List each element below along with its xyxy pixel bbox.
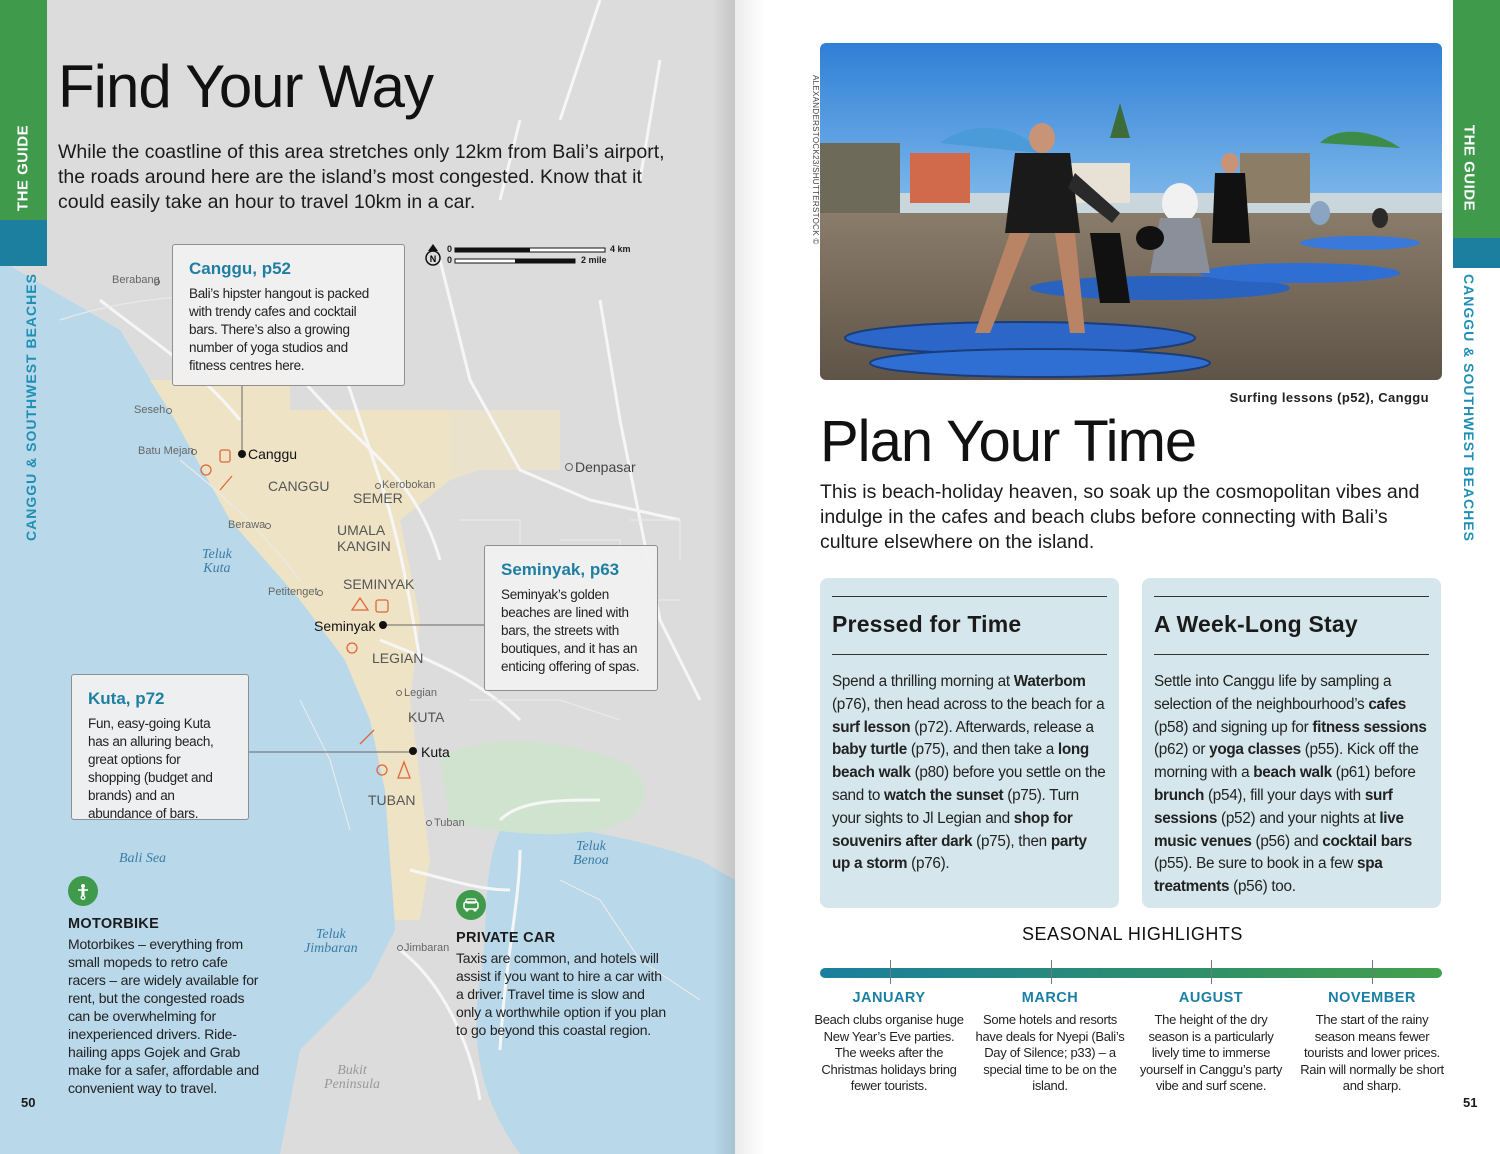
spine-shadow [735,0,765,1154]
page-number-left: 50 [21,1095,36,1110]
guide-tab-label: THE GUIDE [1460,124,1478,212]
season-month: MARCH [1021,990,1079,1006]
map-label-semer: SEMER [353,490,403,506]
season-text: Some hotels and resorts have deals for Nyepi (Bali’s Day of Silence; p33) – a special time to be on the island. [975,1012,1125,1093]
scale-mile-label: 2 mile [581,255,607,265]
timeline-tick [1051,960,1052,984]
season-text: The height of the dry season is a particularly lively time to immerse yourself in Canggu’s party vibe and surf scene. [1139,1012,1283,1093]
guide-tab-label: THE GUIDE [14,124,32,212]
map-label-canggu-area: CANGGU [268,478,330,494]
season-text: The start of the rainy season means fewer tourists and lower prices. Rain will normally be short and sharp. [1300,1012,1444,1093]
photo-credit: ALEXANDERSTOCK23/SHUTTERSTOCK © [811,75,820,245]
svg-text:N: N [429,254,437,264]
callout-title: Kuta, p72 [88,689,165,708]
map-label-jimbaran: Jimbaran [404,942,450,954]
intro-text: This is beach-holiday heaven, so soak up the cosmopolitan vibes and indulge in the cafes and beach clubs before connecting with Bali’s culture elsewhere on the island. [820,481,1420,553]
map-label-kuta-area: KUTA [408,709,445,725]
map-label-seminyak-town: Seminyak [314,618,376,634]
map-label-umala-kangin: UMALA KANGIN [337,522,391,554]
callout-canggu [172,244,405,386]
scale-zero-mile: 0 [447,255,453,265]
season-november [1297,990,1447,1095]
seasonal-timeline-bar [820,968,1442,978]
season-month: NOVEMBER [1328,990,1416,1006]
scale-km-label: 4 km [610,244,631,254]
map-label-teluk-benoa: Teluk Benoa [573,839,609,868]
map-label-berabang: Berabang [112,274,160,286]
callout-title: Seminyak, p63 [501,560,620,579]
season-january [814,990,964,1095]
callout-text: Bali’s hipster hangout is packed with trendy cafes and cocktail bars. There’s also a growing number of yoga studios and fitness centres here. [189,286,370,373]
season-march [975,990,1125,1095]
page-number-right: 51 [1463,1095,1478,1110]
callout-kuta [71,674,249,820]
motorbike-icon [68,876,98,906]
timeline-tick [890,960,891,984]
map-label-teluk-kuta: Teluk Kuta [202,547,232,576]
page-title: Plan Your Time [820,409,1197,474]
itinerary-week-long-stay [1142,578,1441,908]
map-label-seminyak-area: SEMINYAK [343,576,415,592]
right-page [735,0,1500,1154]
transport-text: Motorbikes – everything from small mopeds to retro cafe racers – are widely available for rent, but the congested roads can be overwhelming for inexperienced drivers. Ride-hailing apps Gojek and Grab make for a safer, affordable and convenient way to travel. [68,936,260,1096]
itinerary-text: Settle into Canggu life by sampling a selection of the neighbourhood’s cafes (p58) and signing up for fitness sessions (p62) or yoga classes (p55). Kick off the morning with a beach walk (p61) before brunch (p54), fill your days with surf sessions (p52) and your nights at live music venues (p56) and cocktail bars (p55). Be sure to book in a few spa treatments (p56) too. [1154,673,1427,896]
left-page [0,0,735,1154]
intro-text: While the coastline of this area stretches only 12km from Bali’s airport, the roads around here are the island’s most congested. Know that it could easily take an hour to travel 10km in a car. [58,141,665,213]
itinerary-title: Pressed for Time [832,611,1107,655]
itinerary-title: A Week-Long Stay [1154,611,1429,655]
guide-tab-accent [1453,238,1500,268]
photo-caption: Surfing lessons (p52), Canggu [1229,390,1429,405]
map-label-teluk-jimbaran: Teluk Jimbaran [304,927,358,956]
section-side-label: CANGGU & SOUTHWEST BEACHES [23,273,39,541]
map-label-kerobokan: Kerobokan [382,479,436,491]
transport-text: Taxis are common, and hotels will assist if you want to hire a car with a driver. Travel time is slow and only a worthwhile option if you plan to go beyond this coastal region. [456,950,666,1038]
transport-private-car [456,890,668,1039]
section-side-label: CANGGU & SOUTHWEST BEACHES [1461,274,1477,542]
surfing-lesson-photo [820,43,1442,380]
seasonal-highlights-title: SEASONAL HIGHLIGHTS [1022,924,1243,944]
timeline-tick [1372,960,1373,984]
map-label-berawa: Berawa [228,519,266,531]
timeline-tick [1211,960,1212,984]
scale-zero-km: 0 [447,244,453,254]
season-month: AUGUST [1178,990,1244,1006]
map-label-canggu-town: Canggu [248,446,298,462]
map-label-tuban: Tuban [434,817,465,829]
car-icon [456,890,486,920]
map-label-seseh: Seseh [134,404,166,416]
season-text: Beach clubs organise huge New Year’s Eve parties. The weeks after the Christmas holidays bring fewer tourists. [814,1012,964,1093]
map-label-legian-area: LEGIAN [372,650,424,666]
map-label-denpasar: Denpasar [575,459,636,475]
callout-title: Canggu, p52 [189,259,292,278]
page-title: Find Your Way [58,53,433,120]
transport-title: MOTORBIKE [68,916,160,932]
callout-text: Seminyak’s golden beaches are lined with bars, the streets with boutiques, and it has an enticing offering of spas. [501,587,640,674]
transport-motorbike [68,876,268,1097]
map-label-bukit-peninsula: Bukit Peninsula [324,1063,380,1092]
season-month: JANUARY [852,990,926,1006]
map-label-petitenget: Petitenget [268,586,318,598]
spine-shadow [712,0,735,1154]
map-label-bali-sea: Bali Sea [119,851,167,866]
map-label-legian: Legian [404,687,438,699]
guide-tab-accent [0,220,47,266]
map-label-kuta-town: Kuta [421,744,450,760]
callout-seminyak [484,545,658,691]
season-august [1136,990,1286,1095]
map-label-batu-mejan: Batu Mejan [138,445,194,457]
map-label-tuban-area: TUBAN [368,792,416,808]
itinerary-text: Spend a thrilling morning at Waterbom (p76), then head across to the beach for a surf lesson (p72). Afterwards, release a baby turtle (p75), and then take a long beach walk (p80) before you settle on the sand to watch the sunset (p75). Turn your sights to Jl Legian and shop for souvenirs after dark (p75), then party up a storm (p76). [832,673,1106,873]
itinerary-pressed-for-time [820,578,1119,908]
transport-title: PRIVATE CAR [456,930,556,946]
callout-text: Fun, easy-going Kuta has an alluring beach, great options for shopping (budget and brands) and an abundance of bars. [88,716,214,821]
